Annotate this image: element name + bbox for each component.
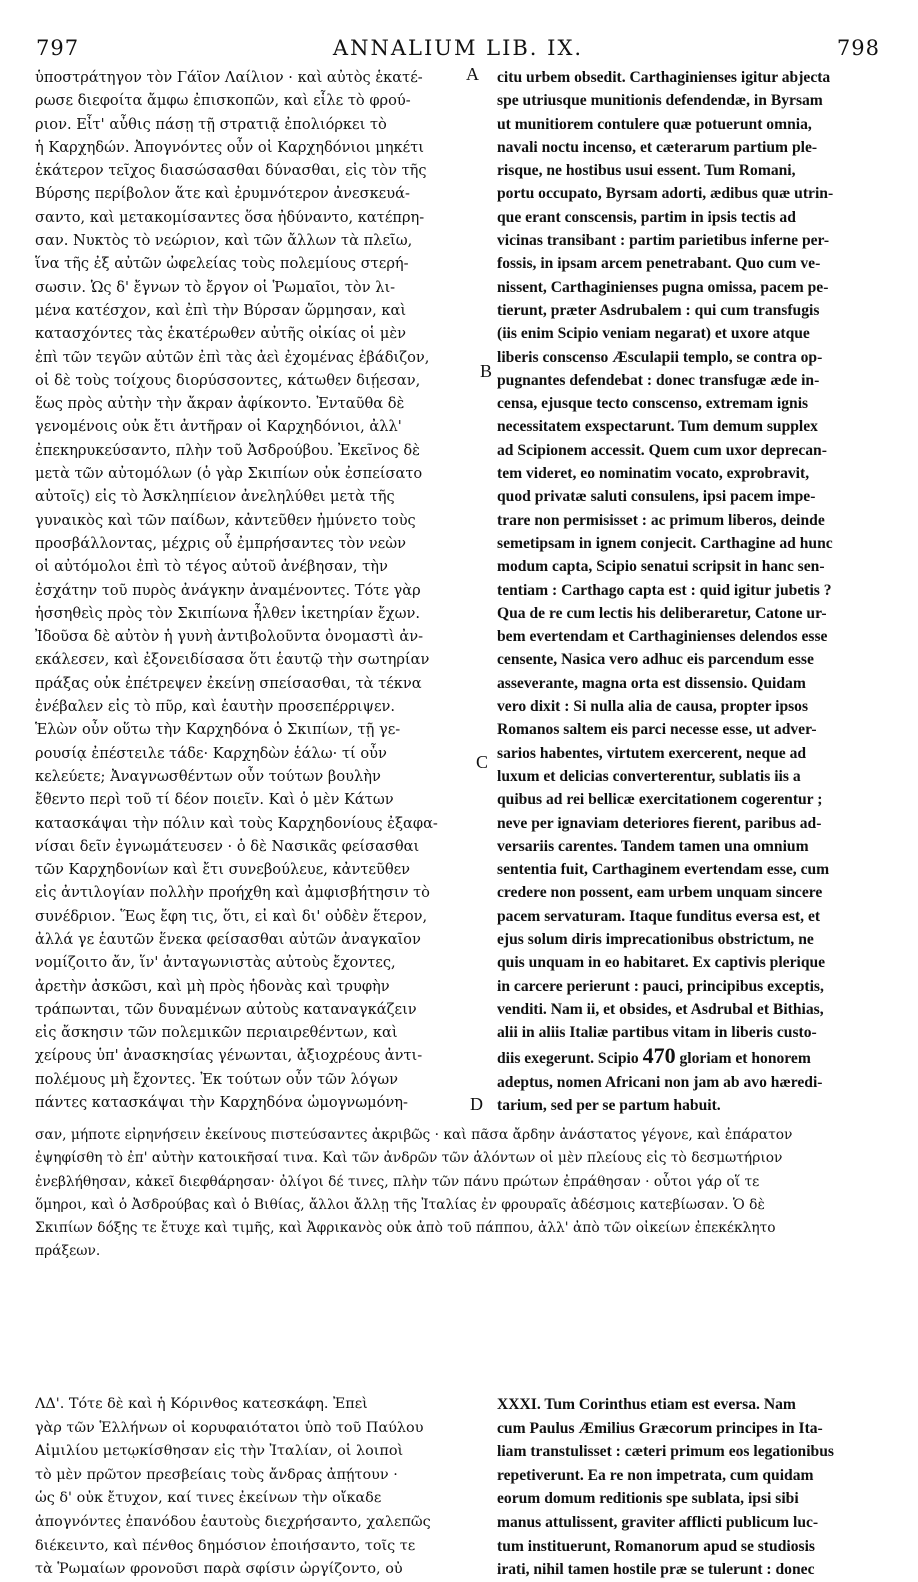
latin-text-line: semetipsam in ignem conjecit. Carthagine ad hunc	[497, 534, 833, 552]
greek-text-line: τῶν Καρχηδονίων καὶ ἔτι συνεβούλευε, κἀντεῦθεν	[35, 861, 411, 879]
latin-text-line: sententia fuit, Carthaginem evertendam esse, cum	[497, 861, 830, 879]
latin-text-line: venditi. Nam ii, et obsides, et Asdrubal et Bithias,	[497, 1000, 824, 1018]
latin-text-line: XXXI. Tum Corinthus etiam est eversa. Nam	[497, 1396, 796, 1413]
greek-text-line: Βύρσης περίβολον ἅτε καὶ ἐρυμνότερον ἀνεσκευά-	[35, 185, 410, 203]
latin-text-column	[497, 66, 883, 1117]
margin-marker-d: D	[470, 1094, 483, 1114]
greek-text-column	[35, 66, 460, 1114]
greek-text-line: συνέδριον. Ἕως ἔφη τις, ὅτι, εἰ καὶ δι' οὐδὲν ἕτερον,	[35, 907, 428, 925]
greek-text-line: αὐτοῖς) εἰς τὸ Ἀσκληπίειον ἀνεληλύθει μετὰ τῆς	[35, 488, 395, 506]
latin-text-line: tarium, sed per se partum habuit.	[497, 1097, 721, 1115]
greek-text-line: εκάλεσεν, καὶ ἐξονειδίσασα ὅτι ἑαυτῷ τὴν σωτηρίαν	[35, 651, 430, 669]
greek-text-line: οἱ αὐτόμολοι ἐπὶ τὸ τέγος αὐτοῦ ἀνέβησαν, τὴν	[35, 558, 388, 576]
greek-text-line: οἱ δὲ τοὺς τοίχους διορύσσοντες, κάτωθεν διῄεσαν,	[35, 371, 421, 389]
greek-text-line: νομίζοιτο ἄν, ἵν' ἀνταγωνιστὰς αὐτοὺς ἔχοντες,	[35, 954, 396, 972]
latin-text-line: adeptus, nomen Africani non jam ab avo hæredi-	[497, 1073, 823, 1091]
greek-text-line: τὸ μὲν πρῶτον πρεσβείαις τοὺς ἄνδρας ἀπῄτουν ·	[35, 1466, 398, 1483]
inline-folio-number: 470	[642, 1044, 676, 1069]
latin-text-line: citu urbem obsedit. Carthaginienses igitur abjecta	[497, 69, 831, 86]
latin-text-line: vicinas transibant : partim parietibus inferne per-	[497, 232, 830, 250]
greek-text-line: ἀπογνόντες ἐπανόδου ἑαυτοὺς διεχρήσαντο, χαλεπῶς	[35, 1513, 431, 1530]
page-header	[36, 36, 880, 66]
greek-text-line: κατασκάψαι τὴν πόλιν καὶ τοὺς Καρχηδονίους ἐξαφα-	[35, 814, 438, 832]
greek-text-line: χείρους ὑπ' ἀνασκησίας γένωνται, ἀξιοχρέους ἀντι-	[35, 1047, 423, 1065]
greek-text-line: διέκειντο, καὶ πένθος δημόσιον ἐποιήσαντο, τοῖς τε	[35, 1537, 416, 1554]
greek-text-line: τράπωνται, τῶν δυναμένων αὐτοὺς καταναγκάζειν	[35, 1000, 417, 1018]
latin-text-line: manus attulissent, graviter afflicti publicum luc-	[497, 1513, 819, 1531]
latin-text-line: necessitatem exspectarunt. Tum demum supplex	[497, 418, 818, 436]
latin-text-line: asseverante, magna orta est dissensio. Quidam	[497, 674, 806, 692]
greek-text-line: ὑποστράτηγον τὸν Γάϊον Λαίλιον · καὶ αὐτὸς ἑκατέ-	[35, 69, 423, 86]
latin-text-line: pacem servaturam. Itaque funditus eversa est, et	[497, 907, 821, 925]
greek-text-line: σωσιν. Ὡς δ' ἔγνων τὸ ἔργον οἱ Ῥωμαῖοι, τὸν λι-	[35, 278, 396, 296]
latin-text-line: que erant conscensis, partim in ipsis tectis ad	[497, 208, 796, 226]
greek-text-line: Σκιπίων δόξης τε ἔτυχε καὶ τιμῆς, καὶ Ἀφρικανὸς οὐκ ἀπὸ τοῦ πάππου, ἀλλ' ἀπὸ τῶν οἰκείων ἐπεκέκλητο	[35, 1220, 776, 1237]
greek-text-line: γενομένοις οὐκ ἔτι ἀντῆραν οἱ Καρχηδόνιοι, ἀλλ'	[35, 418, 402, 436]
greek-text-line: ἐψηφίσθη τὸ ἐπ' αὐτὴν κατοικῆσαί τινα. Καὶ τῶν ἀνδρῶν τῶν ἁλόντων οἱ μὲν πλείους εἰς τὸ δεσμωτήριον	[35, 1150, 783, 1167]
latin-text-line: navali noctu incenso, et cæterarum partium ple-	[497, 138, 818, 156]
greek-text-line: Ἰδοῦσα δὲ αὐτὸν ἡ γυνὴ ἀντιβολοῦντα ὀνομαστὶ ἀν-	[35, 628, 424, 646]
latin-text-line: ad Scipionem accessit. Quem cum uxor deprecan-	[497, 441, 827, 459]
greek-text-line: τὰ Ῥωμαίων φρονοῦσι παρὰ σφίσιν ὠργίζοντο, οὐ	[35, 1561, 403, 1578]
greek-text-line: πράξεων.	[35, 1243, 101, 1260]
latin-text-line: tum instituerunt, Romanorum apud se studiosis	[497, 1537, 815, 1555]
latin-text-line: quis unquam in eo habitaret. Ex captivis plerique	[497, 954, 826, 972]
latin-text-line: sarios habentes, virtutem exercerent, neque ad	[497, 744, 807, 762]
latin-text-line: fossis, in ipsam arcem penetrabant. Quo cum ve-	[497, 255, 821, 273]
greek-section-34	[35, 1393, 475, 1582]
latin-text-line: modum capta, Scipio senatui scripsit in hanc sen-	[497, 558, 825, 576]
latin-text-line: vero dixit : Si nulla alia de causa, propter ipsos	[497, 698, 809, 716]
latin-text-line: nissent, Carthaginienses pugna omissa, pacem pe-	[497, 278, 829, 296]
greek-text-line: ἐνέβαλεν εἰς τὸ πῦρ, καὶ ἑαυτὴν προσεπέρριψεν.	[35, 698, 396, 716]
greek-text-line: ἑκάτερον τεῖχος διασώσασθαι δύνασθαι, εἰς τὸν τῆς	[35, 162, 427, 180]
greek-text-line: ἵνα τῆς ἐξ αὐτῶν ὠφελείας τοὺς πολεμίους στερή-	[35, 255, 409, 273]
left-page-number: 797	[36, 36, 80, 60]
latin-text-line: tentiam : Carthago capta est : quid igitur jubetis ?	[497, 581, 832, 599]
greek-text-line: ὅμηροι, καὶ ὁ Ἀσδρούβας καὶ ὁ Βιθίας, ἄλλοι ἄλλῃ τῆς Ἰταλίας ἐν φρουραῖς ἀδέσμοις κατεβίωσαν. Ὁ δὲ	[35, 1196, 765, 1213]
latin-text-fragment: gloriam et honorem	[679, 1050, 811, 1068]
latin-text-line: liberis conscenso Æsculapii templo, se contra op-	[497, 348, 823, 366]
greek-text-line: ἐπὶ τῶν τεγῶν αὐτῶν ἐπὶ τὰς ἀεὶ ἐχομένας ἐβάδιζον,	[35, 348, 430, 366]
greek-text-line: σαν, μήποτε εἰρηνήσειν ἐκείνους πιστεύσαντες ἀκριβῶς · καὶ πᾶσα ἄρδην ἀνάστατος γέγονε, καὶ ἐπάρατον	[35, 1127, 793, 1143]
latin-text-line: liam transtulisset : cæteri primum eos legationibus	[497, 1443, 834, 1461]
latin-text-line: ejus solum diris imprecationibus obstrictum, ne	[497, 930, 814, 948]
latin-text-line: quibus ad rei bellicæ exercitationem cogerentur ;	[497, 791, 823, 809]
latin-text-line: Qua de re cum lectis his deliberaretur, Catone ur-	[497, 604, 827, 622]
latin-text-line: versariis carentes. Tandem tamen una omnium	[497, 837, 809, 855]
latin-text-line	[497, 1044, 883, 1070]
right-page-number: 798	[836, 36, 880, 60]
greek-text-line: γυναικὸς καὶ τῶν παίδων, κἀντεῦθεν ἠμύνετο τοὺς	[35, 511, 416, 529]
latin-text-line: credere non possent, eam urbem unquam sincere	[497, 884, 823, 902]
greek-text-line: Αἰμιλίου μετῳκίσθησαν εἰς τὴν Ἰταλίαν, οἱ λοιποὶ	[35, 1443, 404, 1460]
latin-text-line: eorum domum reditionis spe sublata, ipsi sibi	[497, 1490, 799, 1508]
greek-text-line: μένα κατέσχον, καὶ ἐπὶ τὴν Βύρσαν ὥρμησαν, καὶ	[35, 301, 407, 319]
margin-marker-a: A	[466, 64, 479, 84]
greek-text-line: ἔθεντο περὶ τοῦ τί δέον ποιεῖν. Καὶ ὁ μὲν Κάτων	[35, 791, 394, 809]
greek-text-line: κατασχόντες τὰς ἑκατέρωθεν αὐτῆς οἰκίας οἱ μὲν	[35, 325, 407, 343]
latin-text-line: Romanos saltem eis parci necesse esse, ut adver-	[497, 721, 817, 739]
latin-text-line: risque, ne hostibus usui essent. Tum Romani,	[497, 162, 796, 180]
latin-text-line: censa, ejusque tecto conscenso, extremam ignis	[497, 395, 809, 413]
latin-text-line: irati, nihil tamen hostile præ se tulerunt : donec	[497, 1561, 815, 1579]
greek-text-line: μετὰ τῶν αὐτομόλων (ὁ γὰρ Σκιπίων οὐκ ἐσπείσατο	[35, 465, 423, 483]
greek-text-line: ρουσίᾳ ἐπέστειλε τάδε· Καρχηδὼν ἑάλω· τί οὖν	[35, 744, 387, 762]
greek-text-line: σαν. Νυκτὸς τὸ νεώριον, καὶ τῶν ἄλλων τὰ πλεῖω,	[35, 232, 413, 250]
greek-text-line: προσβάλλοντας, μέχρις οὗ ἐμπρήσαντες τὸν νεὼν	[35, 534, 406, 552]
latin-text-line: pugnantes defendebat : donec transfugæ æde in-	[497, 371, 820, 389]
latin-text-line: ut munitiorem contulere quæ potuerunt omnia,	[497, 115, 812, 133]
greek-text-line: ἀρετὴν ἀσκῶσι, καὶ μὴ πρὸς ἡδονὰς καὶ τρυφὴν	[35, 977, 390, 995]
latin-text-line: repetiverunt. Ea re non impetrata, cum quidam	[497, 1466, 814, 1484]
latin-text-line: tem videret, eo nominatim vocato, exprobravit,	[497, 465, 810, 483]
latin-text-fragment: diis exegerunt. Scipio	[497, 1050, 639, 1068]
latin-text-line: portu occupato, Byrsam adorti, ædibus quæ utrin-	[497, 185, 834, 203]
latin-text-line: in carcere perierunt : pauci, principibus exceptis,	[497, 977, 824, 995]
greek-text-line: σαντο, καὶ μετακομίσαντες ὅσα ἠδύναντο, κατέπρη-	[35, 208, 425, 226]
latin-text-line: cum Paulus Æmilius Græcorum principes in Ita-	[497, 1419, 823, 1437]
greek-text-line: ἕως πρὸς αὐτὴν τὴν ἄκραν ἀφίκοντο. Ἐνταῦθα δὲ	[35, 395, 405, 413]
latin-text-line: censente, Nasica vero adhuc eis parcendum esse	[497, 651, 814, 669]
greek-text-line: ἡ Καρχηδών. Ἀπογνόντες οὖν οἱ Καρχηδόνιοι μηκέτι	[35, 138, 425, 156]
latin-text-line: quod privatæ saluti consulens, ipsi pacem impe-	[497, 488, 816, 506]
latin-section-31	[497, 1393, 883, 1582]
greek-text-line: ΛΔ'. Τότε δὲ καὶ ἡ Κόρινθος κατεσκάφη. Ἐπεὶ	[35, 1396, 368, 1412]
latin-text-line: luxum et delicias converterentur, sublatis iis a	[497, 767, 801, 785]
greek-text-line: ἐσχάτην τοῦ πυρὸς ἀνάγκην ἀναμένοντες. Τότε γὰρ	[35, 581, 421, 599]
greek-text-line: εἰς ἀντιλογίαν πολλὴν προήχθη καὶ ἀμφισβήτησιν τὸ	[35, 884, 430, 902]
latin-text-line: bem evertendam et Carthaginienses delendos esse	[497, 628, 828, 646]
latin-text-line: spe utriusque munitionis defendendæ, in Byrsam	[497, 92, 823, 110]
running-title: ANNALIUM LIB. IX.	[332, 36, 584, 60]
greek-text-line: Ἑλὼν οὖν οὕτω τὴν Καρχηδόνα ὁ Σκιπίων, τῇ γε-	[35, 721, 401, 739]
greek-text-line: ἀλλά γε ἑαυτῶν ἕνεκα φείσασθαι αὐτῶν ἀναγκαῖον	[35, 930, 421, 948]
greek-text-line: νίσαι δεῖν ἐγνωμάτευσεν · ὁ δὲ Νασικᾶς φείσασθαι	[35, 837, 420, 855]
greek-text-line: ριον. Εἶτ' αὖθις πάσῃ τῇ στρατιᾷ ἐπολιόρκει τὸ	[35, 115, 387, 133]
latin-text-line: tierunt, præter Asdrubalem : qui cum transfugis	[497, 301, 820, 319]
latin-text-line: alii in aliis Italiæ partibus vitam in liberis custo-	[497, 1024, 817, 1042]
latin-text-line: trare non permisisset : ac primum liberos, deinde	[497, 511, 825, 529]
margin-marker-b: B	[480, 361, 493, 381]
greek-text-line: πράξας οὐκ ἐπέτρεψεν ἐκείνῃ σπείσασθαι, τὰ τέκνα	[35, 674, 422, 692]
greek-text-line: ρωσε διεφοίτα ἄμφω ἐπισκοπῶν, καὶ εἷλε τὸ φρού-	[35, 92, 411, 110]
greek-text-line: πάντες κατασκάψαι τὴν Καρχηδόνα ὡμογνωμόνη-	[35, 1094, 408, 1112]
greek-text-line: εἰς ἄσκησιν τῶν πολεμικῶν περιαιρεθέντων, καὶ	[35, 1024, 398, 1042]
greek-text-line: ἐπεκηρυκεύσαντο, πλὴν τοῦ Ἀσδρούβου. Ἐκεῖνος δὲ	[35, 441, 420, 459]
latin-text-line: (iis enim Scipio veniam negarat) et uxore atque	[497, 325, 810, 343]
greek-text-line: ὡς δ' οὐκ ἔτυχον, καί τινες ἐκείνων τὴν οἴκαδε	[35, 1490, 382, 1507]
greek-text-line: πολέμους μὴ ἔχοντες. Ἐκ τούτων οὖν τῶν λόγων	[35, 1070, 399, 1088]
greek-full-width-text	[35, 1124, 885, 1264]
margin-marker-c: C	[476, 752, 489, 772]
greek-text-line: κελεύετε; Ἀναγνωσθέντων οὖν τούτων βουλὴν	[35, 767, 381, 785]
greek-text-line: ἡσσηθεὶς πρὸς τὸν Σκιπίωνα ἦλθεν ἱκετηρίαν ἔχων.	[35, 604, 420, 622]
greek-text-line: ἐνεβλήθησαν, κἀκεῖ διεφθάρησαν· ὀλίγοι δέ τινες, πλὴν τῶν πάνυ πρώτων ἐπράθησαν · οὗτοι γάρ οἵ τε	[35, 1173, 760, 1190]
greek-text-line: γὰρ τῶν Ἑλλήνων οἱ κορυφαιότατοι ὑπὸ τοῦ Παύλου	[35, 1419, 424, 1436]
latin-text-line: neve per ignaviam deteriores fierent, paribus ad-	[497, 814, 822, 832]
